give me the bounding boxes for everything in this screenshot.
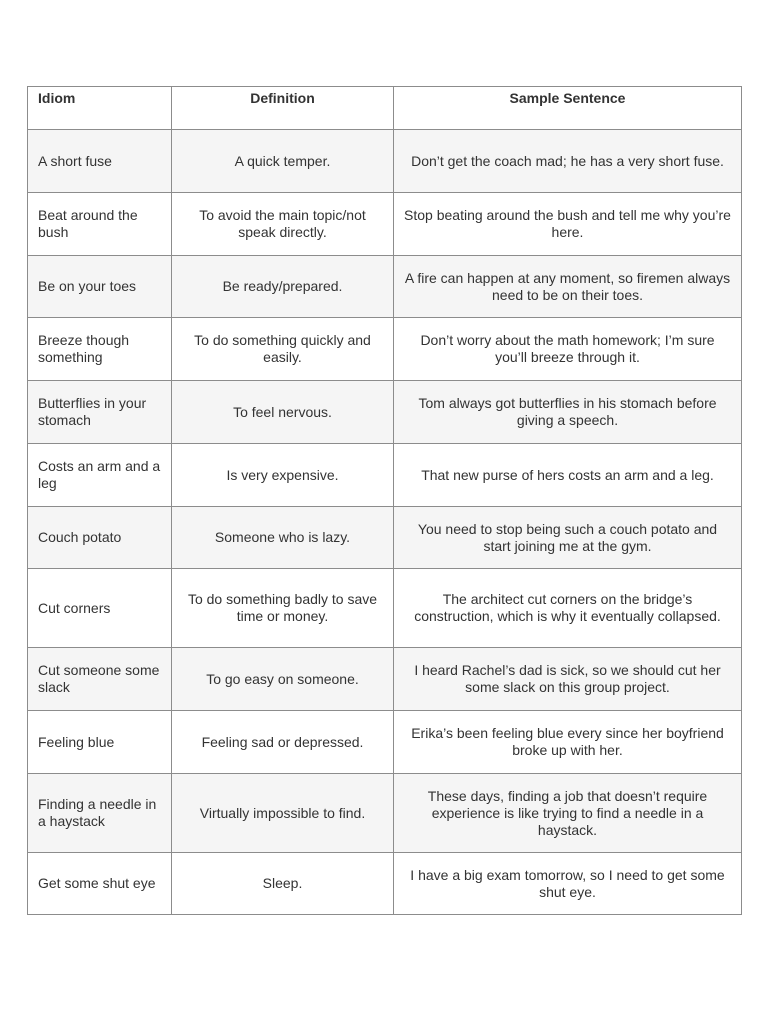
idiom-cell: Get some shut eye: [28, 853, 172, 915]
idiom-cell: Breeze though something: [28, 318, 172, 381]
idiom-cell: Costs an arm and a leg: [28, 444, 172, 507]
definition-cell: To go easy on someone.: [172, 648, 394, 711]
idiom-table: [27, 86, 742, 915]
sentence-cell: Don’t worry about the math homework; I’m sure you’ll breeze through it.: [394, 318, 742, 381]
sentence-cell: A fire can happen at any moment, so firemen always need to be on their toes.: [394, 256, 742, 318]
table-row: [28, 507, 742, 569]
table-row: [28, 444, 742, 507]
definition-cell: Someone who is lazy.: [172, 507, 394, 569]
sentence-cell: I have a big exam tomorrow, so I need to get some shut eye.: [394, 853, 742, 915]
sentence-cell: Erika’s been feeling blue every since her boyfriend broke up with her.: [394, 711, 742, 774]
idiom-cell: A short fuse: [28, 130, 172, 193]
definition-cell: Is very expensive.: [172, 444, 394, 507]
idiom-cell: Cut corners: [28, 569, 172, 648]
header-idiom: Idiom: [28, 87, 172, 130]
sentence-cell: The architect cut corners on the bridge’s construction, which is why it eventually collapsed.: [394, 569, 742, 648]
table-row: [28, 853, 742, 915]
definition-cell: Be ready/prepared.: [172, 256, 394, 318]
header-sample-sentence: Sample Sentence: [394, 87, 742, 130]
definition-cell: Virtually impossible to find.: [172, 774, 394, 853]
sentence-cell: Tom always got butterflies in his stomach before giving a speech.: [394, 381, 742, 444]
table-row: [28, 318, 742, 381]
definition-cell: Sleep.: [172, 853, 394, 915]
header-definition: Definition: [172, 87, 394, 130]
table-row: [28, 130, 742, 193]
idiom-cell: Be on your toes: [28, 256, 172, 318]
idiom-cell: Cut someone some slack: [28, 648, 172, 711]
definition-cell: To do something badly to save time or money.: [172, 569, 394, 648]
table-row: [28, 774, 742, 853]
table-row: [28, 193, 742, 256]
idiom-cell: Beat around the bush: [28, 193, 172, 256]
table-row: [28, 256, 742, 318]
sentence-cell: Don’t get the coach mad; he has a very short fuse.: [394, 130, 742, 193]
sentence-cell: That new purse of hers costs an arm and a leg.: [394, 444, 742, 507]
idiom-cell: Butterflies in your stomach: [28, 381, 172, 444]
definition-cell: Feeling sad or depressed.: [172, 711, 394, 774]
table-row: [28, 648, 742, 711]
idiom-cell: Couch potato: [28, 507, 172, 569]
definition-cell: A quick temper.: [172, 130, 394, 193]
sentence-cell: Stop beating around the bush and tell me why you’re here.: [394, 193, 742, 256]
table-header-row: [28, 87, 742, 130]
idiom-cell: Finding a needle in a haystack: [28, 774, 172, 853]
table-row: [28, 569, 742, 648]
idiom-cell: Feeling blue: [28, 711, 172, 774]
sentence-cell: I heard Rachel’s dad is sick, so we should cut her some slack on this group project.: [394, 648, 742, 711]
definition-cell: To avoid the main topic/not speak directly.: [172, 193, 394, 256]
table-row: [28, 711, 742, 774]
definition-cell: To feel nervous.: [172, 381, 394, 444]
sentence-cell: These days, finding a job that doesn’t require experience is like trying to find a needle in a haystack.: [394, 774, 742, 853]
definition-cell: To do something quickly and easily.: [172, 318, 394, 381]
table-row: [28, 381, 742, 444]
sentence-cell: You need to stop being such a couch potato and start joining me at the gym.: [394, 507, 742, 569]
